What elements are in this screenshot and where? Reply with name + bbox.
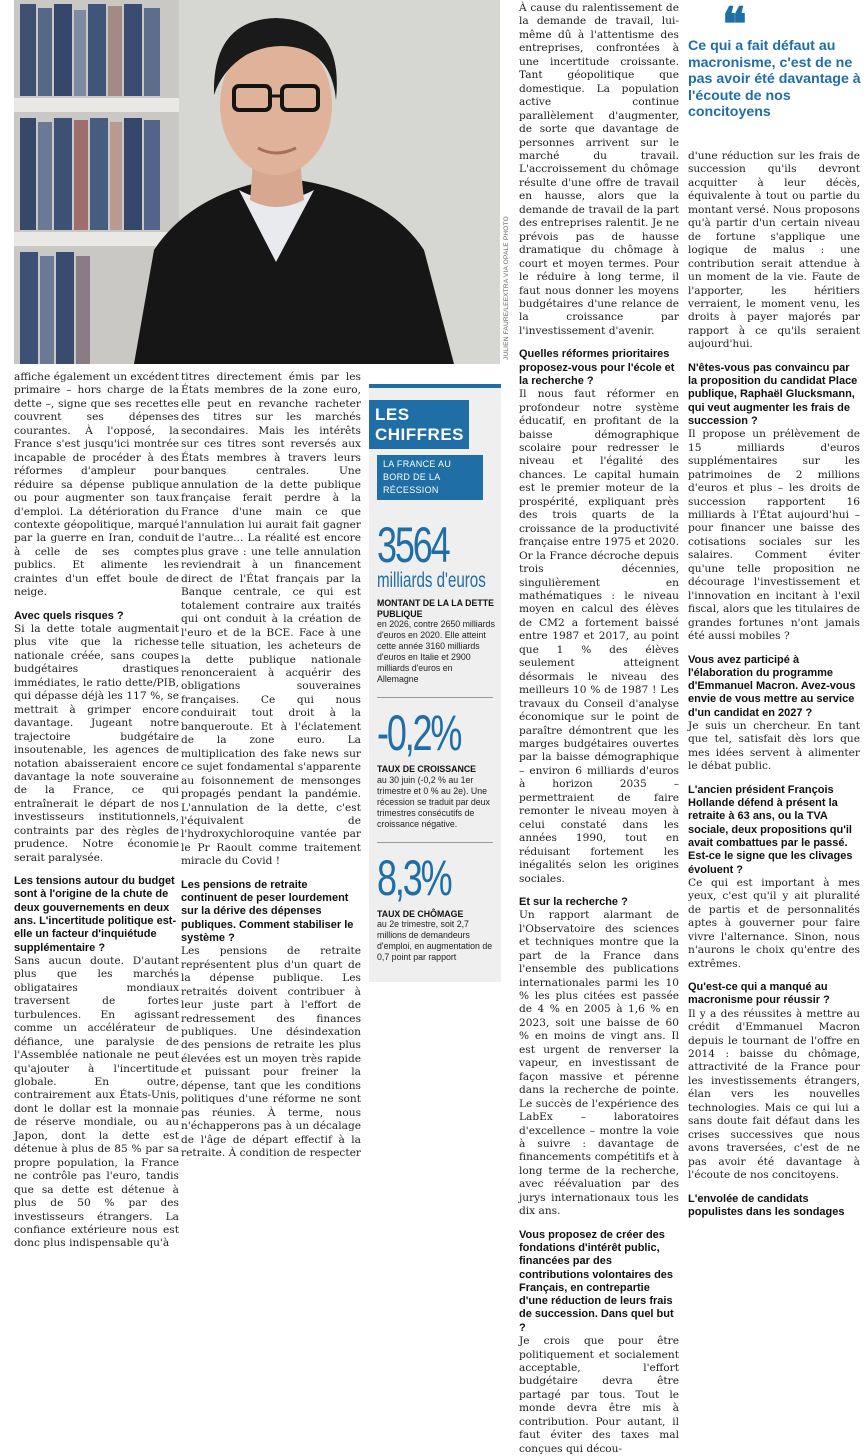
article-column-4: [688, 150, 860, 1219]
paragraph: Je crois que pour être politiquement et socialement acceptable, l'effort budgétaire devra être partagé par tous. Tout le monde devra être mis à contribution. Pour autant, il faut éviter des taxes mal conçues qui décou-: [519, 1335, 679, 1455]
interview-question: Et sur la recherche ?: [519, 895, 628, 908]
sidebar-title: LES CHIFFRES: [369, 400, 469, 449]
interview-question: Qu'est-ce qui a manqué au macronisme pour réussir ?: [688, 981, 830, 1007]
paragraph: titres directement émis par les États membres de la zone euro, elle peut en revanche racheter des titres sur les marchés secondaires. Mais les intérêts sur ces titres sont reversés aux États membres à travers leurs banques centrales. Une annulation de la dette publique française ferait perdre à la France d'une main ce que l'annulation lui aurait fait gagner de l'autre... La réalité est encore plus grave : une telle annulation reviendrait à un financement direct de l'État français par la Banque centrale, ce qui est totalement contraire aux traités qui ont conduit à la création de l'euro et de la BCE. Face à une telle situation, les acheteurs de la dette publique nationale renonceraient à acquérir des obligations souveraines françaises. Ce qui nous conduirait tout droit à la banqueroute. Et à l'éclatement de la zone euro. La multiplication des fake news sur ce sujet fondamental s'apparente au foisonnement de mensonges propagés pendant la pandémie. L'annulation de la dette, c'est l'équivalent de l'hydroxychloroquine vantée par le Pr Raoult comme traitement miracle du Covid !: [181, 371, 361, 868]
paragraph: À cause du ralentissement de la demande de travail, lui-même dû à l'attentisme des entreprises, confrontées à une incertitude croissante. Tant géopolitique que domestique. La population active continue parallèlement d'augmenter, de sorte que davantage de personnes arrivent sur le marché du travail. L'accroissement du chômage résulte d'une offre de travail en hausse, alors que la demande de travail de la part des entreprises ralentit. Je ne prévois pas de hausse dramatique du chômage à court et moyen termes. Pour le réduire à long terme, il faut nous donner les moyens budgétaires d'une relance de la croissance par l'investissement d'avenir.: [519, 2, 679, 337]
key-figures-sidebar: [369, 384, 501, 982]
divider: [377, 842, 493, 843]
interview-question: L'envolée de candidats populistes dans les sondages: [688, 1192, 845, 1218]
divider: [377, 697, 493, 698]
paragraph: Il nous faut réformer en profondeur notre système éducatif, en profitant de la baisse démographique scolaire pour redresser le niveau et l'égalité des chances. Le capital humain est le premier moteur de la prospérité, expliquant près des trois quarts de la croissance de la productivité française entre 1975 et 2020. Or la France décroche depuis trois décennies, singulièrement en mathématiques : le niveau moyen en calcul des élèves de CM2 a fortement baissé entre 1987 et 2017, au point que 1 % des élèves seulement atteignent désormais le niveau des meilleurs 10 % de 1987 ! Les travaux du Conseil d'analyse économique sur le point de paraître démontrent que les marges budgétaires ouvertes par la baisse démographique – environ 6 milliards d'euros à horizon 2035 – permettraient de faire remonter le niveau moyen à celui constaté dans les années 1990, tout en réduisant fortement les inégalités selon les origines sociales.: [519, 388, 679, 885]
interview-question: Les tensions autour du budget sont à l'origine de la chute de deux gouvernements en deux ans. L'incertitude politique est-elle un facteur d'inquiétude supplémentaire ?: [14, 875, 177, 954]
article-column-1: [14, 371, 179, 1251]
quote-mark-icon: ❝: [722, 0, 747, 50]
interview-question: L'ancien président François Hollande défend à présent la retraite à 63 ans, ou la TVA sociale, deux propositions qu'il avait combattues par le passé. Est-ce le signe que les clivages évoluent ?: [688, 783, 853, 876]
paragraph: Sans aucun doute. D'autant plus que les marchés obligataires mondiaux traversent de fortes turbulences. En agissant comme un accélérateur de défiance, une paralysie de l'Assemblée nationale ne peut qu'ajouter à l'incertitude globale. En outre, contrairement aux États-Unis, dont le dollar est la monnaie de réserve mondiale, ou au Japon, dont la dette est détenue à plus de 85 % par sa propre population, la France ne contrôle pas l'euro, tandis que sa dette est détenue à plus de 50 % par des investisseurs étrangers. La confiance extérieure nous est donc plus indispensable qu'à: [14, 954, 179, 1250]
stat-value: 8,3%: [377, 849, 451, 906]
stat-description: au 30 juin (-0,2 % au 1er trimestre et 0 % au 2e). Une récession se traduit par deux trimestres consécutifs de croissance négative.: [377, 774, 490, 829]
paragraph: Je suis un chercheur. En tant que tel, satisfait dès lors que mes idées servent à alimenter le débat public.: [688, 720, 860, 773]
stat-description: en 2026, contre 2650 milliards d'euros en 2020. Elle atteint cette année 3160 milliards d'euros en Italie et 2900 milliards d'euros en Allemagne: [377, 619, 495, 684]
paragraph: Il y a des réussites à mettre au crédit d'Emmanuel Macron depuis le tournant de l'offre en 2014 : baisse du chômage, attractivité de la France pour les investissements étrangers, élan vers les nouvelles technologies. Mais ce qui lui a sans doute fait défaut dans les crises successives que nous avons traversées, c'est de ne pas avoir été davantage à l'écoute de nos concitoyens.: [688, 1007, 860, 1182]
photo-credit: JULIEN FAURE/LEEXTRA VIA OPALE PHOTO: [503, 216, 510, 360]
paragraph: Ce qui est important à mes yeux, c'est qu'il y ait pluralité de partis et de personnalités aptes à gouverner pour faire vivre l'alternance. Sinon, nous n'aurons le choix qu'entre des extrêmes.: [688, 876, 860, 970]
portrait-photo: [14, 0, 500, 364]
sidebar-subtitle: LA FRANCE AU BORD DE LA RÉCESSION: [377, 455, 483, 500]
paragraph: Si la dette totale augmentait plus vite que la richesse nationale créée, sans coupes budgétaires drastiques immédiates, le ratio dette/PIB, qui dépasse déjà les 117 %, se mettrait à grimper encore davantage. Jugeant notre trajectoire budgétaire insoutenable, les agences de notation abaisseraient encore davantage la note souveraine de la France, ce qui entraînerait le départ de nos investisseurs institutionnels, contraints par des règles de prudence. Notre économie serait paralysée.: [14, 623, 179, 864]
paragraph: affiche également un excédent primaire – hors charge de la dette –, signe que ses recettes couvrent ses dépenses courantes. À l'opposé, la France s'est jusqu'ici montrée incapable de procéder à des réformes d'ampleur pour réduire sa dépense publique ou pour augmenter son taux d'emploi. La détérioration du contexte géopolitique, marqué par la guerre en Iran, conduit à celle de ses comptes publics. Et alimente les craintes d'un effet boule de neige.: [14, 371, 179, 599]
stat-label: TAUX DE CROISSANCE: [377, 764, 477, 774]
article-column-2: [181, 371, 361, 1161]
paragraph: Les pensions de retraite représentent plus d'un quart de la dépense publique. Les retraités doivent contribuer à leur juste part à l'effort de redressement des finances publiques. Une désindexation des pensions de retraite les plus élevées est un moyen très rapide et puissant pour freiner la dépense, tant que les conditions politiques d'une réforme ne sont pas réunies. À terme, nous n'échapperons pas à un décalage de l'âge de départ effectif à la retraite. À condition de respecter: [181, 945, 361, 1160]
interview-question: Les pensions de retraite continuent de peser lourdement sur la dérive des dépenses publiques. Comment stabiliser le système ?: [181, 878, 354, 944]
paragraph: Il propose un prélèvement de 15 milliards d'euros supplémentaires sur les patrimoines de 2 millions d'euros et plus – les droits de succession rapportent 16 milliards à l'État aujourd'hui – pour financer une baisse des cotisations sociales sur les salaires. Comment éviter qu'une telle proposition ne décourage l'investissement et l'innovation en incitant à l'exil fiscal, alors que les titulaires de grandes fortunes n'ont jamais été aussi mobiles ?: [688, 428, 860, 643]
stat-value: 3564: [377, 517, 449, 573]
pull-quote: [688, 0, 862, 121]
interview-question: Vous proposez de créer des fondations d'intérêt public, financées par des contributions volontaires des Français, en contrepartie d'une réduction de leurs frais de succession. Dans quel but ?: [519, 1228, 674, 1334]
article-column-3: [519, 2, 679, 1456]
interview-question: Quelles réformes prioritaires proposez-vous pour l'école et la recherche ?: [519, 348, 675, 387]
stat-value: -0,2%: [377, 705, 461, 761]
paragraph: d'une réduction sur les frais de succession qu'ils devront acquitter à leur décès, équivalente à tout ou partie du montant versé. Nous proposons qu'à partir d'un certain niveau de fortune s'applique une logique de malus : une contribution serait attendue à un moment de la vie. Faute de l'apporter, les héritiers verraient, le moment venu, les droits à payer majorés par rapport à ce qu'ils seraient aujourd'hui.: [688, 150, 860, 351]
portrait-illustration: [14, 0, 500, 364]
pull-quote-text: Ce qui a fait défaut au macronisme, c'est de ne pas avoir été davantage à l'écoute de nos concitoyens: [688, 38, 861, 121]
stat-description: au 2e trimestre, soit 2,7 millions de demandeurs d'emploi, en augmentation de 0,7 point par rapport: [377, 919, 493, 962]
interview-question: Vous avez participé à l'élaboration du programme d'Emmanuel Macron. Avez-vous envie de vous mettre au service d'un candidat en 2027 ?: [688, 653, 856, 719]
interview-question: Avec quels risques ?: [14, 609, 124, 622]
stat-label: TAUX DE CHÔMAGE: [377, 908, 464, 919]
stat-unit: milliards d'euros: [377, 569, 486, 592]
stat-label: MONTANT DE LA LA DETTE PUBLIQUE: [377, 598, 494, 619]
paragraph: Un rapport alarmant de l'Observatoire des sciences et techniques montre que la part de la France dans l'ensemble des publications internationales parmi les 10 % les plus citées est passée de 4 % en 2005 à 1,6 % en 2023, soit une baisse de 60 % en moins de vingt ans. Il est urgent de renverser la vapeur, en investissant de façon massive et pérenne dans la recherche de pointe. Le succès de l'expérience des LabEx – laboratoires d'excellence – montre la voie à suivre : davantage de financements compétitifs et à long terme de la recherche, avec réévaluation par des jurys internationaux tous les dix ans.: [519, 909, 679, 1218]
interview-question: N'êtes-vous pas convaincu par la proposition du candidat Place publique, Raphaël Glucksmann, qui veut augmenter les frais de succession ?: [688, 361, 858, 427]
